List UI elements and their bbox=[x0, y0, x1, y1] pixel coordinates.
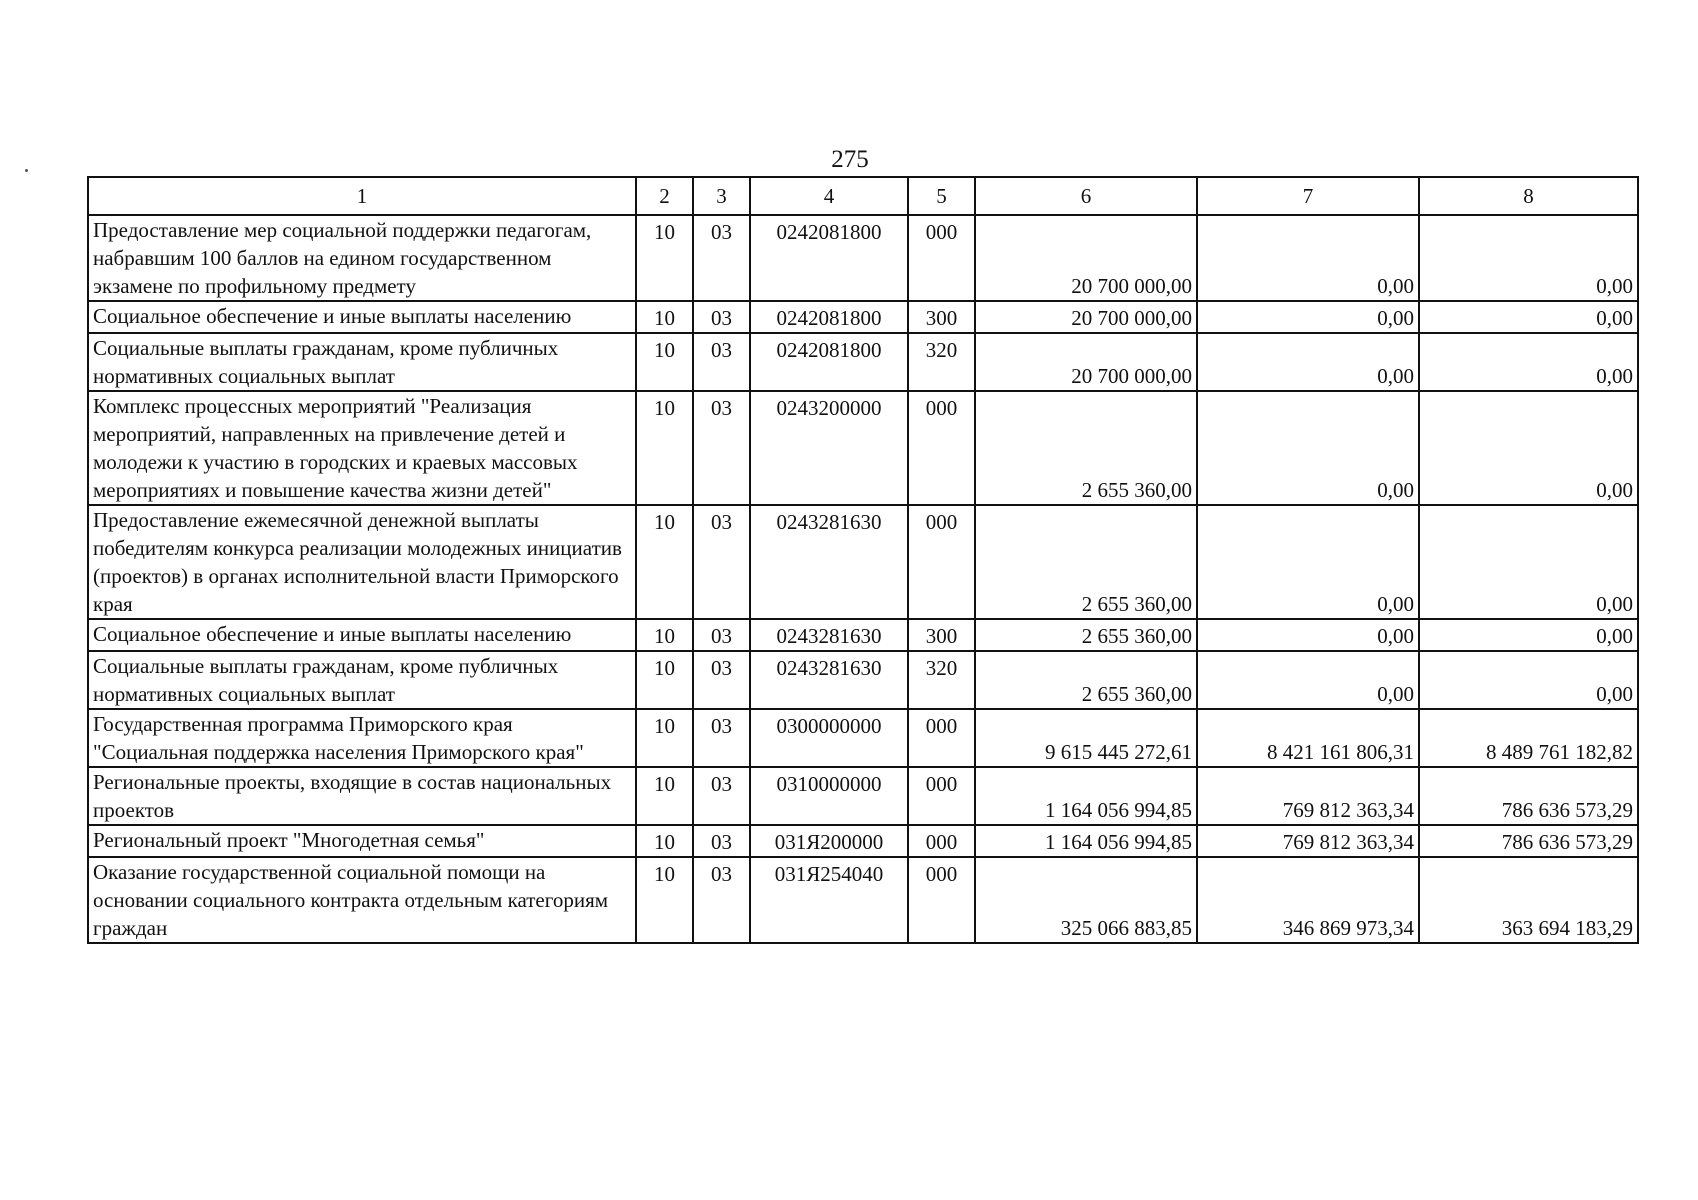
row-amount-col7-cell: 0,00 bbox=[1197, 333, 1419, 391]
row-name-cell: Государственная программа Приморского края "Социальная поддержка населения Приморского края" bbox=[88, 709, 636, 767]
row-section-cell: 10 bbox=[636, 215, 693, 301]
table-header-row bbox=[88, 177, 1638, 215]
row-expense-type-cell: 000 bbox=[908, 215, 975, 301]
row-amount-col6-cell: 20 700 000,00 bbox=[975, 301, 1197, 333]
row-name-cell: Предоставление мер социальной поддержки педагогам, набравшим 100 баллов на едином государственном экзамене по профильному предмету bbox=[88, 215, 636, 301]
row-section-cell: 10 bbox=[636, 619, 693, 651]
row-amount-col8-cell: 0,00 bbox=[1419, 505, 1638, 619]
row-name-cell: Комплекс процессных мероприятий "Реализация мероприятий, направленных на привлечение детей и молодежи к участию в городских и краевых массовых мероприятиях и повышение качества жизни детей" bbox=[88, 391, 636, 505]
row-expense-type-cell: 320 bbox=[908, 333, 975, 391]
row-subsection-cell: 03 bbox=[693, 619, 750, 651]
row-section-cell: 10 bbox=[636, 709, 693, 767]
row-name-cell: Предоставление ежемесячной денежной выплаты победителям конкурса реализации молодежных инициатив (проектов) в органах исполнительной власти Приморского края bbox=[88, 505, 636, 619]
row-target-code-cell: 031Я254040 bbox=[750, 857, 908, 943]
row-expense-type-cell: 000 bbox=[908, 709, 975, 767]
table-row bbox=[88, 709, 1638, 767]
row-amount-col7-cell: 0,00 bbox=[1197, 505, 1419, 619]
row-target-code-cell: 0243281630 bbox=[750, 651, 908, 709]
row-subsection-cell: 03 bbox=[693, 301, 750, 333]
row-target-code-cell: 0242081800 bbox=[750, 333, 908, 391]
row-amount-col8-cell: 0,00 bbox=[1419, 651, 1638, 709]
row-amount-col8-cell: 786 636 573,29 bbox=[1419, 767, 1638, 825]
row-subsection-cell: 03 bbox=[693, 333, 750, 391]
row-amount-col7-cell: 769 812 363,34 bbox=[1197, 825, 1419, 857]
row-target-code-cell: 0300000000 bbox=[750, 709, 908, 767]
row-name-cell: Оказание государственной социальной помощи на основании социального контракта отдельным категориям граждан bbox=[88, 857, 636, 943]
row-subsection-cell: 03 bbox=[693, 825, 750, 857]
row-target-code-cell: 0243281630 bbox=[750, 619, 908, 651]
row-subsection-cell: 03 bbox=[693, 767, 750, 825]
row-section-cell: 10 bbox=[636, 301, 693, 333]
header-cell-5: 5 bbox=[908, 177, 975, 215]
row-amount-col7-cell: 0,00 bbox=[1197, 301, 1419, 333]
header-cell-6: 6 bbox=[975, 177, 1197, 215]
row-amount-col8-cell: 0,00 bbox=[1419, 391, 1638, 505]
row-name-cell: Региональные проекты, входящие в состав национальных проектов bbox=[88, 767, 636, 825]
row-section-cell: 10 bbox=[636, 825, 693, 857]
row-amount-col8-cell: 0,00 bbox=[1419, 301, 1638, 333]
row-subsection-cell: 03 bbox=[693, 709, 750, 767]
row-target-code-cell: 0310000000 bbox=[750, 767, 908, 825]
table-row bbox=[88, 651, 1638, 709]
row-amount-col8-cell: 363 694 183,29 bbox=[1419, 857, 1638, 943]
row-amount-col7-cell: 769 812 363,34 bbox=[1197, 767, 1419, 825]
table-row bbox=[88, 215, 1638, 301]
row-name-cell: Социальное обеспечение и иные выплаты населению bbox=[88, 301, 636, 333]
budget-table bbox=[87, 176, 1639, 944]
row-expense-type-cell: 000 bbox=[908, 825, 975, 857]
row-expense-type-cell: 000 bbox=[908, 391, 975, 505]
row-expense-type-cell: 320 bbox=[908, 651, 975, 709]
table-row bbox=[88, 505, 1638, 619]
header-cell-8: 8 bbox=[1419, 177, 1638, 215]
row-expense-type-cell: 000 bbox=[908, 857, 975, 943]
row-amount-col7-cell: 0,00 bbox=[1197, 215, 1419, 301]
row-amount-col7-cell: 0,00 bbox=[1197, 391, 1419, 505]
page-number: 275 bbox=[831, 146, 869, 173]
table-row bbox=[88, 391, 1638, 505]
row-amount-col6-cell: 1 164 056 994,85 bbox=[975, 767, 1197, 825]
row-amount-col7-cell: 0,00 bbox=[1197, 651, 1419, 709]
table-row bbox=[88, 333, 1638, 391]
row-subsection-cell: 03 bbox=[693, 215, 750, 301]
row-name-cell: Социальные выплаты гражданам, кроме публичных нормативных социальных выплат bbox=[88, 333, 636, 391]
row-subsection-cell: 03 bbox=[693, 857, 750, 943]
row-target-code-cell: 0243200000 bbox=[750, 391, 908, 505]
table-row bbox=[88, 825, 1638, 857]
header-cell-4: 4 bbox=[750, 177, 908, 215]
row-amount-col6-cell: 325 066 883,85 bbox=[975, 857, 1197, 943]
header-cell-3: 3 bbox=[693, 177, 750, 215]
row-expense-type-cell: 300 bbox=[908, 619, 975, 651]
row-amount-col8-cell: 0,00 bbox=[1419, 333, 1638, 391]
row-subsection-cell: 03 bbox=[693, 505, 750, 619]
row-name-cell: Региональный проект "Многодетная семья" bbox=[88, 825, 636, 857]
row-expense-type-cell: 300 bbox=[908, 301, 975, 333]
row-target-code-cell: 0242081800 bbox=[750, 215, 908, 301]
row-expense-type-cell: 000 bbox=[908, 767, 975, 825]
row-amount-col8-cell: 8 489 761 182,82 bbox=[1419, 709, 1638, 767]
row-target-code-cell: 0242081800 bbox=[750, 301, 908, 333]
row-target-code-cell: 0243281630 bbox=[750, 505, 908, 619]
row-section-cell: 10 bbox=[636, 391, 693, 505]
header-cell-7: 7 bbox=[1197, 177, 1419, 215]
row-section-cell: 10 bbox=[636, 651, 693, 709]
row-amount-col7-cell: 8 421 161 806,31 bbox=[1197, 709, 1419, 767]
row-amount-col6-cell: 9 615 445 272,61 bbox=[975, 709, 1197, 767]
row-amount-col8-cell: 786 636 573,29 bbox=[1419, 825, 1638, 857]
row-amount-col8-cell: 0,00 bbox=[1419, 619, 1638, 651]
row-subsection-cell: 03 bbox=[693, 391, 750, 505]
row-subsection-cell: 03 bbox=[693, 651, 750, 709]
row-amount-col8-cell: 0,00 bbox=[1419, 215, 1638, 301]
table-row bbox=[88, 857, 1638, 943]
row-section-cell: 10 bbox=[636, 767, 693, 825]
row-name-cell: Социальные выплаты гражданам, кроме публичных нормативных социальных выплат bbox=[88, 651, 636, 709]
row-expense-type-cell: 000 bbox=[908, 505, 975, 619]
table-row bbox=[88, 619, 1638, 651]
row-amount-col6-cell: 2 655 360,00 bbox=[975, 391, 1197, 505]
row-target-code-cell: 031Я200000 bbox=[750, 825, 908, 857]
row-name-cell: Социальное обеспечение и иные выплаты населению bbox=[88, 619, 636, 651]
header-cell-1: 1 bbox=[88, 177, 636, 215]
row-amount-col6-cell: 2 655 360,00 bbox=[975, 651, 1197, 709]
row-amount-col6-cell: 2 655 360,00 bbox=[975, 505, 1197, 619]
row-section-cell: 10 bbox=[636, 857, 693, 943]
row-section-cell: 10 bbox=[636, 333, 693, 391]
row-amount-col6-cell: 1 164 056 994,85 bbox=[975, 825, 1197, 857]
row-amount-col7-cell: 0,00 bbox=[1197, 619, 1419, 651]
row-amount-col7-cell: 346 869 973,34 bbox=[1197, 857, 1419, 943]
row-amount-col6-cell: 20 700 000,00 bbox=[975, 333, 1197, 391]
row-amount-col6-cell: 20 700 000,00 bbox=[975, 215, 1197, 301]
row-section-cell: 10 bbox=[636, 505, 693, 619]
table-row bbox=[88, 301, 1638, 333]
row-amount-col6-cell: 2 655 360,00 bbox=[975, 619, 1197, 651]
table-row bbox=[88, 767, 1638, 825]
scan-speck bbox=[25, 169, 28, 172]
header-cell-2: 2 bbox=[636, 177, 693, 215]
